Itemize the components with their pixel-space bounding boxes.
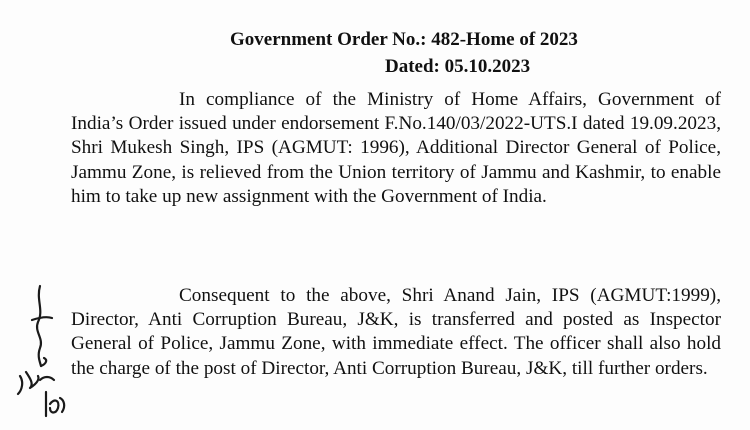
paragraph-relieving-order <box>71 88 721 209</box>
order-number-heading: Government Order No.: 482-Home of 2023 <box>230 29 578 50</box>
paragraph-transfer-order <box>71 284 721 381</box>
handwritten-signature <box>10 280 72 430</box>
paragraph-text: In compliance of the Ministry of Home Affairs, Government of India’s Order issued under endorsement F.No.140/03/2022-UTS.I dated 19.09.2023, Shri Mukesh Singh, IPS (AGMUT: 1996), Additional Director General of Police, Jammu Zone, is relieved from the Union territory of Jammu and Kashmir, to enable him to take up new assignment with the Government of India. <box>71 89 721 207</box>
paragraph-text: Consequent to the above, Shri Anand Jain, IPS (AGMUT:1999), Director, Anti Corruption Bureau, J&K, is transferred and posted as Inspector General of Police, Jammu Zone, with immediate effect. The officer shall also hold the charge of the post of Director, Anti Corruption Bureau, J&K, till further orders. <box>71 285 721 379</box>
order-date-heading: Dated: 05.10.2023 <box>385 56 531 77</box>
